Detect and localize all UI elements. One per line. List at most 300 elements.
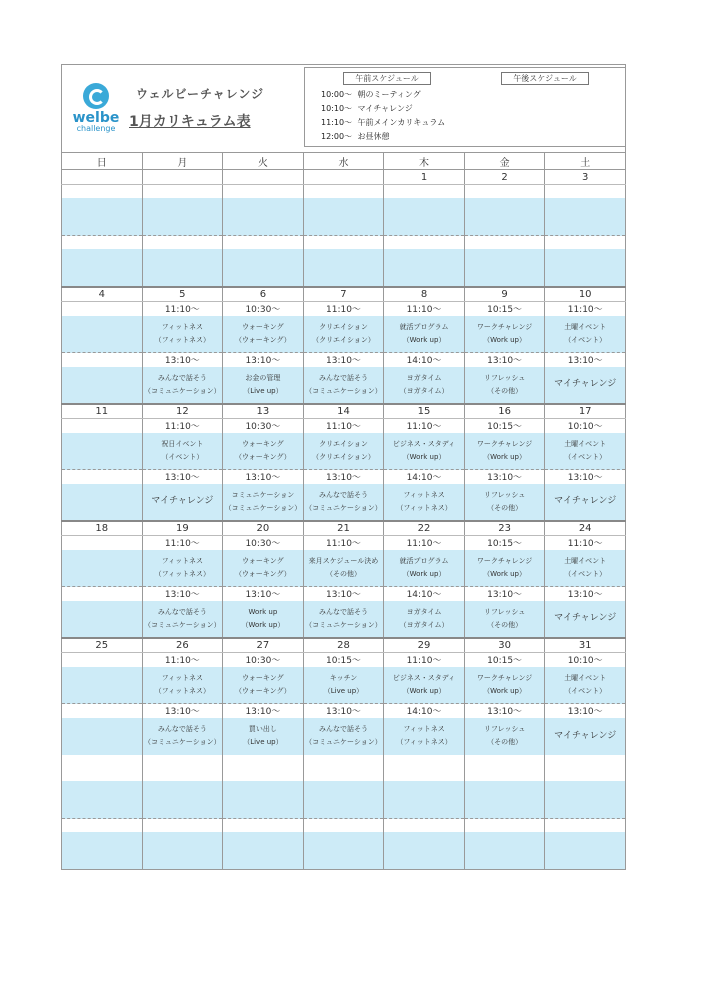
activity-title: マイチャレンジ bbox=[554, 496, 617, 506]
activity-title: フィットネス bbox=[161, 673, 204, 682]
calendar-cell bbox=[142, 832, 223, 870]
date-cell: 3 bbox=[545, 170, 626, 185]
activity-category: （コミュニケーション） bbox=[305, 503, 382, 512]
calendar-cell bbox=[142, 198, 223, 236]
calendar-cell bbox=[384, 768, 465, 781]
time-cell: 13:10～ bbox=[303, 587, 384, 601]
activity-title: ウォーキング bbox=[242, 322, 284, 331]
date-cell: 14 bbox=[303, 404, 384, 419]
welbe-logo-icon bbox=[83, 83, 109, 109]
am-activity-row bbox=[62, 667, 626, 704]
calendar-table bbox=[61, 152, 626, 870]
activity-cell bbox=[303, 484, 384, 521]
calendar-cell bbox=[223, 781, 304, 819]
am-time-row bbox=[62, 302, 626, 316]
calendar-cell bbox=[303, 249, 384, 287]
calendar-cell bbox=[303, 819, 384, 832]
date-cell: 21 bbox=[303, 521, 384, 536]
activity-cell bbox=[545, 484, 626, 521]
time-cell: 11:10～ bbox=[384, 419, 465, 433]
activity-category: （フィットネス） bbox=[154, 335, 211, 344]
activity-title: みんなで話そう bbox=[318, 373, 368, 382]
weekday-header: 日 bbox=[62, 153, 143, 170]
calendar-cell bbox=[62, 185, 143, 198]
calendar-cell bbox=[62, 198, 143, 236]
date-cell: 17 bbox=[545, 404, 626, 419]
time-cell: 13:10～ bbox=[464, 353, 545, 367]
time-cell: 10:10～ bbox=[545, 419, 626, 433]
calendar-cell bbox=[303, 832, 384, 870]
activity-cell bbox=[142, 601, 223, 638]
pm-time-row bbox=[62, 587, 626, 601]
date-cell: 15 bbox=[384, 404, 465, 419]
page-title: 1月カリキュラム表 bbox=[129, 114, 251, 130]
time-cell bbox=[62, 704, 143, 718]
activity-cell bbox=[303, 601, 384, 638]
activity-category: （Work up） bbox=[402, 569, 446, 578]
activity-category: （フィットネス） bbox=[154, 569, 211, 578]
activity-title: みんなで話そう bbox=[318, 607, 368, 616]
time-cell: 10:30～ bbox=[223, 302, 304, 316]
time-cell: 13:10～ bbox=[142, 587, 223, 601]
activity-title: マイチャレンジ bbox=[151, 496, 214, 506]
time-cell: 13:10～ bbox=[464, 470, 545, 484]
time-cell: 10:15～ bbox=[464, 653, 545, 667]
activity-cell bbox=[464, 601, 545, 638]
time-cell: 13:10～ bbox=[303, 704, 384, 718]
calendar-cell bbox=[384, 755, 465, 768]
activity-title: お金の管理 bbox=[245, 373, 281, 382]
activity-category: （ヨガタイム） bbox=[399, 620, 449, 629]
calendar-cell bbox=[62, 755, 143, 768]
activity-cell bbox=[223, 367, 304, 404]
calendar-cell bbox=[464, 781, 545, 819]
calendar-cell bbox=[62, 249, 143, 287]
activity-cell bbox=[62, 718, 143, 755]
activity-cell bbox=[303, 367, 384, 404]
date-cell: 31 bbox=[545, 638, 626, 653]
calendar-cell bbox=[464, 755, 545, 768]
activity-category: （Live up） bbox=[243, 738, 283, 746]
activity-cell bbox=[464, 484, 545, 521]
calendar-cell bbox=[62, 832, 143, 870]
activity-cell bbox=[142, 367, 223, 404]
activity-category: （Work up） bbox=[402, 686, 446, 695]
activity-category: （イベント） bbox=[564, 335, 607, 344]
activity-title: マイチャレンジ bbox=[554, 613, 617, 623]
activity-cell bbox=[464, 316, 545, 353]
weekday-header: 木 bbox=[384, 153, 465, 170]
activity-category: （コミュニケーション） bbox=[305, 620, 382, 629]
activity-title: クリエイション bbox=[319, 322, 368, 331]
activity-title: ワークチャレンジ bbox=[476, 439, 533, 448]
activity-cell bbox=[384, 667, 465, 704]
activity-title: ワークチャレンジ bbox=[476, 322, 533, 331]
time-row bbox=[62, 236, 626, 249]
date-row bbox=[62, 521, 626, 536]
time-cell: 11:10～ bbox=[303, 536, 384, 550]
date-cell: 4 bbox=[62, 287, 143, 302]
calendar-cell bbox=[303, 236, 384, 249]
date-cell bbox=[223, 170, 304, 185]
activity-title: キッチン bbox=[329, 673, 358, 682]
activity-category: （イベント） bbox=[161, 452, 204, 461]
activity-title: 土曜イベント bbox=[564, 439, 607, 448]
activity-title: リフレッシュ bbox=[483, 607, 526, 616]
activity-cell bbox=[223, 433, 304, 470]
calendar-cell bbox=[62, 236, 143, 249]
weekday-header: 水 bbox=[303, 153, 384, 170]
time-cell: 13:10～ bbox=[223, 470, 304, 484]
calendar-cell bbox=[384, 832, 465, 870]
time-cell: 13:10～ bbox=[303, 353, 384, 367]
time-row bbox=[62, 185, 626, 198]
am-schedule-item: 11:10～ 午前メインカリキュラム bbox=[321, 118, 446, 127]
activity-cell bbox=[464, 367, 545, 404]
time-cell: 10:30～ bbox=[223, 536, 304, 550]
time-cell: 11:10～ bbox=[384, 536, 465, 550]
calendar-cell bbox=[384, 236, 465, 249]
time-cell: 13:10～ bbox=[223, 353, 304, 367]
activity-category: （ヨガタイム） bbox=[399, 386, 449, 395]
activity-cell bbox=[384, 550, 465, 587]
calendar-cell bbox=[545, 781, 626, 819]
activity-title: 土曜イベント bbox=[564, 556, 607, 565]
welbe-logo bbox=[70, 83, 122, 133]
calendar-cell bbox=[545, 755, 626, 768]
calendar-cell bbox=[384, 185, 465, 198]
activity-cell bbox=[62, 433, 143, 470]
date-cell: 7 bbox=[303, 287, 384, 302]
time-cell bbox=[62, 536, 143, 550]
am-schedule-list bbox=[321, 88, 445, 144]
activity-title: ワークチャレンジ bbox=[476, 673, 533, 682]
date-row bbox=[62, 755, 626, 768]
activity-title: ウォーキング bbox=[242, 556, 284, 565]
date-cell: 16 bbox=[464, 404, 545, 419]
activity-row bbox=[62, 198, 626, 236]
activity-title: リフレッシュ bbox=[483, 373, 526, 382]
activity-category: （コミュニケーション） bbox=[144, 738, 221, 746]
time-cell: 10:15～ bbox=[464, 536, 545, 550]
logo-subtitle: challenge bbox=[76, 124, 116, 133]
activity-cell bbox=[303, 667, 384, 704]
activity-category: （イベント） bbox=[564, 686, 607, 695]
calendar-cell bbox=[464, 768, 545, 781]
activity-cell bbox=[223, 601, 304, 638]
date-cell: 8 bbox=[384, 287, 465, 302]
calendar-cell bbox=[545, 185, 626, 198]
calendar-cell bbox=[303, 198, 384, 236]
activity-title: 来月スケジュール決め bbox=[308, 556, 379, 565]
date-cell: 11 bbox=[62, 404, 143, 419]
activity-cell bbox=[142, 550, 223, 587]
time-cell: 11:10～ bbox=[303, 302, 384, 316]
pm-activity-row bbox=[62, 718, 626, 755]
program-title: ウェルビーチャレンジ bbox=[136, 87, 265, 101]
time-cell: 13:10～ bbox=[142, 704, 223, 718]
calendar-cell bbox=[384, 781, 465, 819]
calendar-cell bbox=[384, 819, 465, 832]
time-cell: 10:30～ bbox=[223, 419, 304, 433]
date-cell: 26 bbox=[142, 638, 223, 653]
activity-category: （イベント） bbox=[564, 569, 607, 578]
activity-cell bbox=[223, 316, 304, 353]
time-cell: 11:10～ bbox=[303, 419, 384, 433]
activity-cell bbox=[545, 550, 626, 587]
date-cell: 19 bbox=[142, 521, 223, 536]
activity-category: （ウォーキング） bbox=[235, 335, 291, 344]
time-cell: 13:10～ bbox=[142, 353, 223, 367]
date-cell: 28 bbox=[303, 638, 384, 653]
activity-category: （その他） bbox=[325, 569, 361, 578]
time-cell: 11:10～ bbox=[384, 302, 465, 316]
activity-title: 就活プログラム bbox=[399, 322, 449, 331]
time-cell: 13:10～ bbox=[545, 704, 626, 718]
date-cell: 10 bbox=[545, 287, 626, 302]
activity-title: ウォーキング bbox=[242, 439, 284, 448]
activity-cell bbox=[464, 667, 545, 704]
time-cell: 10:10～ bbox=[545, 653, 626, 667]
calendar-cell bbox=[464, 236, 545, 249]
activity-title: フィットネス bbox=[161, 322, 204, 331]
calendar-cell bbox=[223, 249, 304, 287]
activity-category: （イベント） bbox=[564, 452, 607, 461]
logo-wordmark: welbe bbox=[72, 110, 120, 126]
calendar-cell bbox=[223, 185, 304, 198]
activity-category: （ウォーキング） bbox=[235, 686, 291, 695]
date-cell bbox=[303, 170, 384, 185]
pm-activity-row bbox=[62, 601, 626, 638]
activity-cell bbox=[62, 667, 143, 704]
activity-cell bbox=[223, 718, 304, 755]
calendar-cell bbox=[464, 249, 545, 287]
calendar-cell bbox=[303, 755, 384, 768]
activity-cell bbox=[62, 601, 143, 638]
curriculum-sheet bbox=[61, 64, 626, 870]
activity-cell bbox=[303, 718, 384, 755]
date-cell: 13 bbox=[223, 404, 304, 419]
activity-title: ビジネス・スタディ bbox=[392, 673, 456, 682]
time-cell: 13:10～ bbox=[223, 704, 304, 718]
activity-category: （Work up） bbox=[483, 569, 527, 578]
pm-activity-row bbox=[62, 367, 626, 404]
weekday-header: 月 bbox=[142, 153, 223, 170]
date-cell bbox=[62, 170, 143, 185]
date-row bbox=[62, 638, 626, 653]
activity-category: （ウォーキング） bbox=[235, 452, 291, 461]
time-cell: 11:10～ bbox=[142, 419, 223, 433]
weekday-header: 金 bbox=[464, 153, 545, 170]
time-cell: 14:10～ bbox=[384, 353, 465, 367]
calendar-cell bbox=[545, 768, 626, 781]
time-cell: 13:10～ bbox=[545, 353, 626, 367]
calendar-cell bbox=[223, 198, 304, 236]
pm-activity-row bbox=[62, 484, 626, 521]
activity-row bbox=[62, 781, 626, 819]
activity-title: Work up bbox=[248, 607, 278, 616]
calendar-cell bbox=[142, 768, 223, 781]
am-time-row bbox=[62, 653, 626, 667]
activity-category: （Live up） bbox=[323, 686, 364, 695]
time-row bbox=[62, 819, 626, 832]
calendar-cell bbox=[545, 198, 626, 236]
time-cell: 13:10～ bbox=[303, 470, 384, 484]
activity-title: みんなで話そう bbox=[318, 725, 368, 733]
calendar-cell bbox=[464, 832, 545, 870]
calendar-cell bbox=[545, 819, 626, 832]
time-cell: 11:10～ bbox=[545, 536, 626, 550]
activity-cell bbox=[545, 316, 626, 353]
calendar-cell bbox=[142, 185, 223, 198]
activity-title: ビジネス・スタディ bbox=[392, 439, 456, 448]
am-schedule-heading: 午前スケジュール bbox=[343, 72, 431, 85]
activity-category: （コミュニケーション） bbox=[305, 386, 382, 395]
time-cell bbox=[62, 470, 143, 484]
calendar-cell bbox=[223, 819, 304, 832]
calendar-cell bbox=[464, 198, 545, 236]
calendar-cell bbox=[545, 249, 626, 287]
time-cell: 11:10～ bbox=[142, 653, 223, 667]
activity-category: （その他） bbox=[487, 620, 523, 629]
activity-cell bbox=[142, 667, 223, 704]
time-cell bbox=[62, 353, 143, 367]
date-row bbox=[62, 404, 626, 419]
date-cell bbox=[142, 170, 223, 185]
activity-cell bbox=[62, 316, 143, 353]
calendar-cell bbox=[142, 249, 223, 287]
activity-row bbox=[62, 249, 626, 287]
calendar-cell bbox=[62, 819, 143, 832]
time-cell: 11:10～ bbox=[545, 302, 626, 316]
activity-title: ヨガタイム bbox=[406, 373, 442, 382]
activity-category: （その他） bbox=[487, 503, 523, 512]
date-cell: 27 bbox=[223, 638, 304, 653]
activity-category: （コミュニケーション） bbox=[144, 620, 221, 629]
calendar-cell bbox=[303, 768, 384, 781]
calendar-cell bbox=[223, 832, 304, 870]
pm-time-row bbox=[62, 353, 626, 367]
am-time-row bbox=[62, 536, 626, 550]
activity-cell bbox=[464, 550, 545, 587]
activity-category: （コミュニケーション） bbox=[305, 738, 382, 746]
activity-cell bbox=[384, 484, 465, 521]
activity-cell bbox=[223, 484, 304, 521]
pm-time-row bbox=[62, 704, 626, 718]
activity-category: （Work up） bbox=[402, 452, 446, 461]
time-cell bbox=[62, 653, 143, 667]
calendar-cell bbox=[142, 819, 223, 832]
activity-cell bbox=[384, 601, 465, 638]
activity-title: マイチャレンジ bbox=[554, 379, 617, 389]
activity-cell bbox=[384, 718, 465, 755]
activity-cell bbox=[384, 316, 465, 353]
activity-cell bbox=[223, 667, 304, 704]
activity-title: みんなで話そう bbox=[157, 373, 207, 382]
am-activity-row bbox=[62, 550, 626, 587]
activity-cell bbox=[142, 316, 223, 353]
activity-cell bbox=[303, 433, 384, 470]
time-row bbox=[62, 768, 626, 781]
calendar-cell bbox=[223, 236, 304, 249]
activity-title: みんなで話そう bbox=[157, 725, 207, 733]
time-cell bbox=[62, 419, 143, 433]
activity-cell bbox=[545, 433, 626, 470]
time-cell: 10:15～ bbox=[464, 419, 545, 433]
activity-category: （その他） bbox=[487, 738, 523, 746]
activity-cell bbox=[545, 718, 626, 755]
time-cell: 13:10～ bbox=[464, 704, 545, 718]
date-cell: 2 bbox=[464, 170, 545, 185]
date-row bbox=[62, 170, 626, 185]
activity-title: みんなで話そう bbox=[157, 607, 207, 616]
am-schedule-item: 10:00～ 朝のミーティング bbox=[321, 90, 421, 99]
calendar-cell bbox=[142, 781, 223, 819]
activity-category: （クリエイション） bbox=[312, 335, 375, 344]
date-cell: 5 bbox=[142, 287, 223, 302]
weekday-row bbox=[62, 153, 626, 170]
activity-cell bbox=[545, 601, 626, 638]
activity-title: 買い出し bbox=[248, 725, 277, 733]
calendar-cell bbox=[464, 819, 545, 832]
time-cell: 13:10～ bbox=[223, 587, 304, 601]
date-cell: 12 bbox=[142, 404, 223, 419]
am-activity-row bbox=[62, 433, 626, 470]
time-cell bbox=[62, 587, 143, 601]
time-cell: 14:10～ bbox=[384, 587, 465, 601]
time-cell: 11:10～ bbox=[142, 302, 223, 316]
activity-title: リフレッシュ bbox=[483, 725, 526, 733]
time-cell: 10:15～ bbox=[303, 653, 384, 667]
date-cell: 23 bbox=[464, 521, 545, 536]
pm-schedule-heading: 午後スケジュール bbox=[501, 72, 589, 85]
am-time-row bbox=[62, 419, 626, 433]
date-cell: 22 bbox=[384, 521, 465, 536]
activity-title: クリエイション bbox=[319, 439, 368, 448]
sheet-header bbox=[61, 64, 626, 152]
am-activity-row bbox=[62, 316, 626, 353]
calendar-cell bbox=[384, 249, 465, 287]
calendar-cell bbox=[223, 768, 304, 781]
calendar-cell bbox=[62, 781, 143, 819]
activity-title: ウォーキング bbox=[242, 673, 284, 682]
time-cell: 14:10～ bbox=[384, 704, 465, 718]
activity-category: （Work up） bbox=[483, 686, 527, 695]
activity-category: （Work up） bbox=[241, 620, 285, 629]
time-cell: 13:10～ bbox=[545, 470, 626, 484]
activity-title: フィットネス bbox=[161, 556, 204, 565]
calendar-cell bbox=[464, 185, 545, 198]
calendar-cell bbox=[384, 198, 465, 236]
calendar-cell bbox=[62, 768, 143, 781]
calendar-cell bbox=[545, 832, 626, 870]
activity-category: （Work up） bbox=[483, 452, 527, 461]
activity-category: （コミュニケーション） bbox=[224, 503, 302, 512]
activity-category: （フィットネス） bbox=[396, 503, 452, 512]
calendar-cell bbox=[142, 755, 223, 768]
date-cell: 1 bbox=[384, 170, 465, 185]
activity-cell bbox=[303, 316, 384, 353]
time-cell: 13:10～ bbox=[545, 587, 626, 601]
activity-cell bbox=[142, 718, 223, 755]
activity-cell bbox=[464, 433, 545, 470]
activity-cell bbox=[545, 667, 626, 704]
time-cell: 13:10～ bbox=[142, 470, 223, 484]
time-cell: 10:30～ bbox=[223, 653, 304, 667]
activity-title: マイチャレンジ bbox=[554, 730, 617, 741]
activity-title: 祝日イベント bbox=[161, 439, 204, 448]
activity-title: 土曜イベント bbox=[564, 673, 607, 682]
